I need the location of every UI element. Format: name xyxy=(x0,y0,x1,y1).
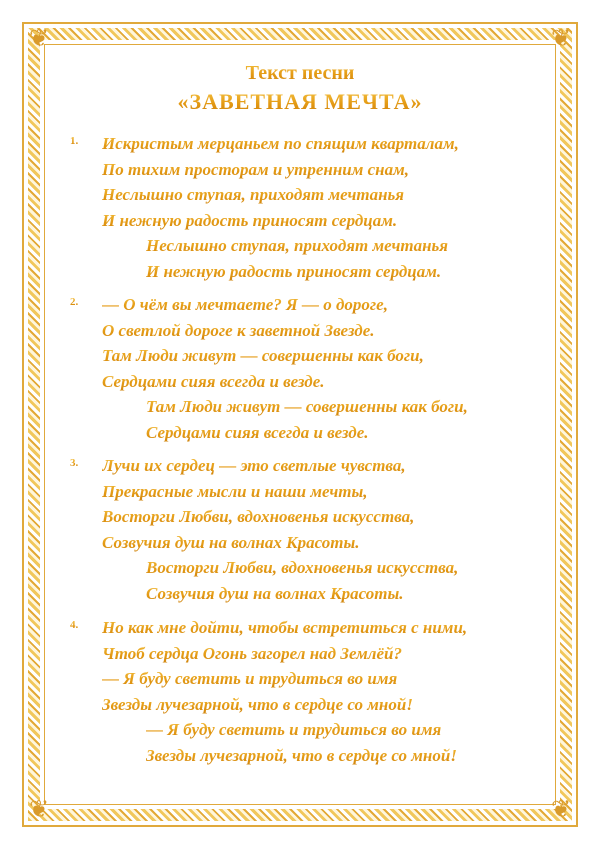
verse-number: 1. xyxy=(70,135,79,147)
refrain-line: Восторги Любви, вдохновенья искусства, xyxy=(146,555,550,581)
verse-line: — Я буду светить и трудиться во имя xyxy=(102,666,550,692)
verse-4 xyxy=(70,615,550,768)
verse-number: 4. xyxy=(70,619,79,631)
verse-line: Там Люди живут — совершенны как боги, xyxy=(102,343,550,369)
ornament-corner-icon: ❦ xyxy=(550,797,572,823)
verse-line: Неслышно ступая, приходят мечтанья xyxy=(102,182,550,208)
verse-line: Прекрасные мысли и наши мечты, xyxy=(102,479,550,505)
verse-line: — О чём вы мечтаете? Я — о дороге, xyxy=(102,292,550,318)
verse-line: Восторги Любви, вдохновенья искусства, xyxy=(102,504,550,530)
song-title: «ЗАВЕТНАЯ МЕЧТА» xyxy=(0,88,600,116)
verse-number: 2. xyxy=(70,296,79,308)
verse-line: Сердцами сияя всегда и везде. xyxy=(102,369,550,395)
verse-line: Звезды лучезарной, что в сердце со мной! xyxy=(102,692,550,718)
verse-line: Искристым мерцаньем по спящим кварталам, xyxy=(102,131,550,157)
verse-3 xyxy=(70,453,550,606)
refrain-line: И нежную радость приносят сердцам. xyxy=(146,259,550,285)
refrain-line: Сердцами сияя всегда и везде. xyxy=(146,420,550,446)
ornament-corner-icon: ❦ xyxy=(28,797,50,823)
verse-line: По тихим просторам и утренним снам, xyxy=(102,157,550,183)
refrain-line: Неслышно ступая, приходят мечтанья xyxy=(146,233,550,259)
refrain-line: Там Люди живут — совершенны как боги, xyxy=(146,394,550,420)
refrain-line: — Я буду светить и трудиться во имя xyxy=(146,717,550,743)
title-line-1: Текст песни xyxy=(0,60,600,86)
ornament-corner-icon: ❦ xyxy=(550,26,572,52)
verse-1 xyxy=(70,131,550,284)
verse-line: О светлой дороге к заветной Звезде. xyxy=(102,318,550,344)
verse-number: 3. xyxy=(70,457,79,469)
refrain-line: Звезды лучезарной, что в сердце со мной! xyxy=(146,743,550,769)
verse-line: Но как мне дойти, чтобы встретиться с ними, xyxy=(102,615,550,641)
verse-2 xyxy=(70,292,550,445)
verse-line: Чтоб сердца Огонь загорел над Землёй? xyxy=(102,641,550,667)
ornament-corner-icon: ❦ xyxy=(28,26,50,52)
verse-line: И нежную радость приносят сердцам. xyxy=(102,208,550,234)
refrain-line: Созвучия душ на волнах Красоты. xyxy=(146,581,550,607)
verse-line: Созвучия душ на волнах Красоты. xyxy=(102,530,550,556)
verse-line: Лучи их сердец — это светлые чувства, xyxy=(102,453,550,479)
